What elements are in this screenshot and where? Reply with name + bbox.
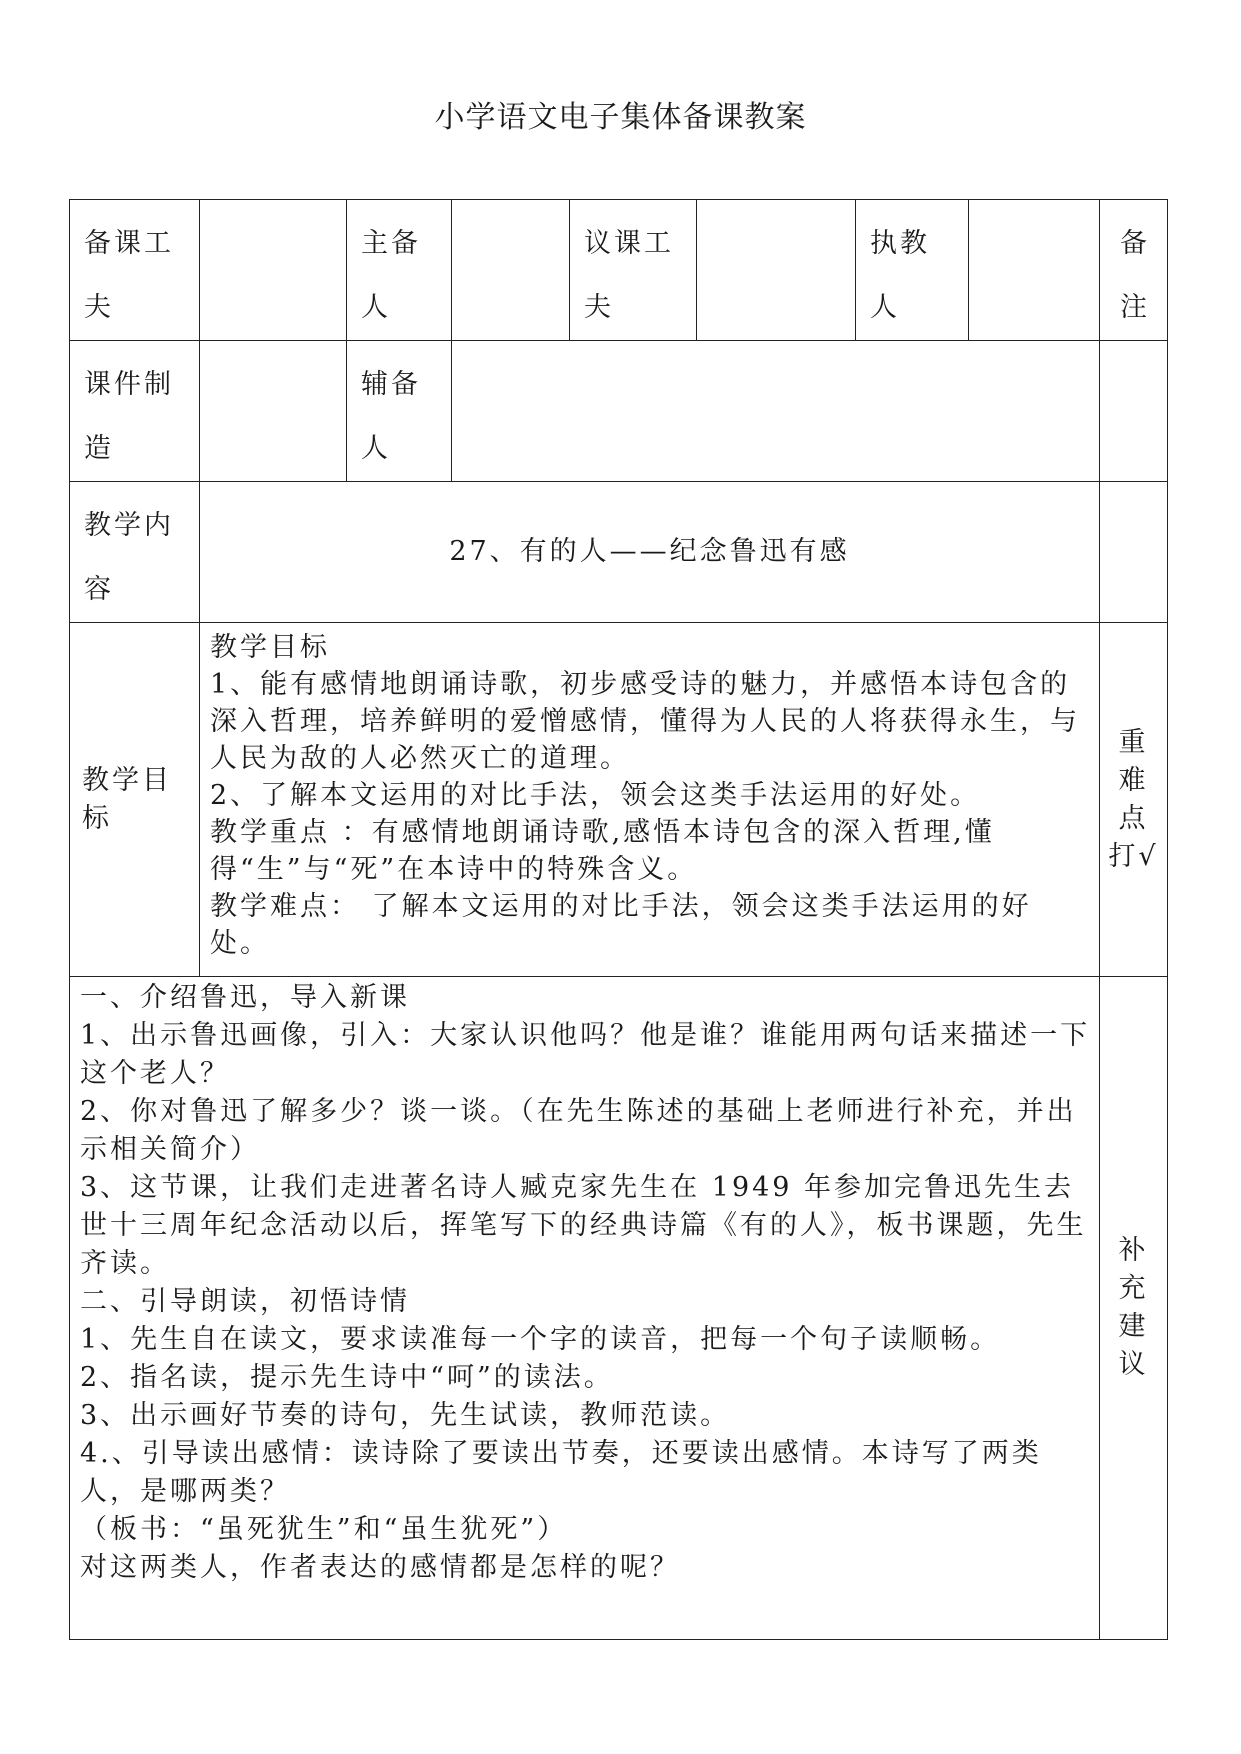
table-row — [70, 623, 1168, 977]
table-row — [70, 341, 1168, 482]
process-item: 3、这节课，让我们走进著名诗人臧克家先生在 1949 年参加完鲁迅先生去世十三周年纪念活动以后，挥笔写下的经典诗篇《有的人》，板书课题，先生齐读。 — [80, 1172, 1087, 1279]
key-difficulty-note: 重难点打√ — [1100, 623, 1168, 977]
supplement-note: 补充建议 — [1100, 977, 1168, 1640]
process-item: 2、你对鲁迅了解多少？谈一谈。（在先生陈述的基础上老师进行补充，并出示相关简介） — [80, 1096, 1077, 1165]
process-item: （板书：“虽死犹生”和“虽生犹死”） — [80, 1514, 568, 1545]
goals-content — [200, 623, 1100, 977]
discuss-time-label: 议课工夫 — [570, 200, 697, 341]
process-item: 3、出示画好节奏的诗句，先生试读，教师范读。 — [80, 1400, 731, 1431]
courseware-label: 课件制造 — [70, 341, 200, 482]
goal-item: 1、能有感情地朗诵诗歌，初步感受诗的魅力，并感悟本诗包含的深入哲理，培养鲜明的爱憎感情，懂得为人民的人将获得永生，与人民为敌的人必然灭亡的道理。 — [210, 669, 1080, 774]
teacher-value — [969, 200, 1100, 341]
process-heading: 二、引导朗读，初悟诗情 — [80, 1286, 410, 1317]
remarks-value — [1100, 341, 1168, 482]
process-item: 4.、引导读出感情：读诗除了要读出节奏，还要读出感情。本诗写了两类人，是哪两类？ — [80, 1438, 1042, 1507]
process-item: 1、出示鲁迅画像，引入：大家认识他吗？他是谁？谁能用两句话来描述一下这个老人？ — [80, 1020, 1091, 1089]
table-row — [70, 482, 1168, 623]
table-row — [70, 977, 1168, 1640]
lesson-plan-table — [69, 199, 1168, 1640]
content-label: 教学内容 — [70, 482, 200, 623]
teacher-label: 执教人 — [856, 200, 969, 341]
discuss-time-value — [697, 200, 856, 341]
process-item: 对这两类人，作者表达的感情都是怎样的呢？ — [80, 1552, 680, 1583]
page-title: 小学语文电子集体备课教案 — [434, 100, 807, 135]
goals-heading: 教学目标 — [210, 632, 330, 663]
teaching-process — [70, 977, 1100, 1640]
process-item: 2、指名读，提示先生诗中“呵”的读法。 — [80, 1362, 614, 1393]
content-value: 27、有的人——纪念鲁迅有感 — [200, 482, 1100, 623]
courseware-value — [200, 341, 347, 482]
table-row — [70, 200, 1168, 341]
content-remarks — [1100, 482, 1168, 623]
key-point: 教学重点 ：有感情地朗诵诗歌,感悟本诗包含的深入哲理,懂得“生”与“死”在本诗中的特殊含义。 — [210, 817, 995, 885]
process-heading: 一、介绍鲁迅，导入新课 — [80, 982, 410, 1013]
assistant-value — [452, 341, 1100, 482]
main-prep-label: 主备人 — [347, 200, 452, 341]
remarks-label: 备注 — [1100, 200, 1168, 341]
process-item: 1、先生自在读文，要求读准每一个字的读音，把每一个句子读顺畅。 — [80, 1324, 1001, 1355]
prep-time-label: 备课工夫 — [70, 200, 200, 341]
main-prep-value — [452, 200, 570, 341]
prep-time-value — [200, 200, 347, 341]
goal-item: 2、了解本文运用的对比手法，领会这类手法运用的好处。 — [210, 780, 981, 811]
assistant-label: 辅备人 — [347, 341, 452, 482]
goals-label: 教学目标 — [70, 623, 200, 977]
difficult-point: 教学难点： 了解本文运用的对比手法，领会这类手法运用的好处。 — [210, 891, 1032, 959]
